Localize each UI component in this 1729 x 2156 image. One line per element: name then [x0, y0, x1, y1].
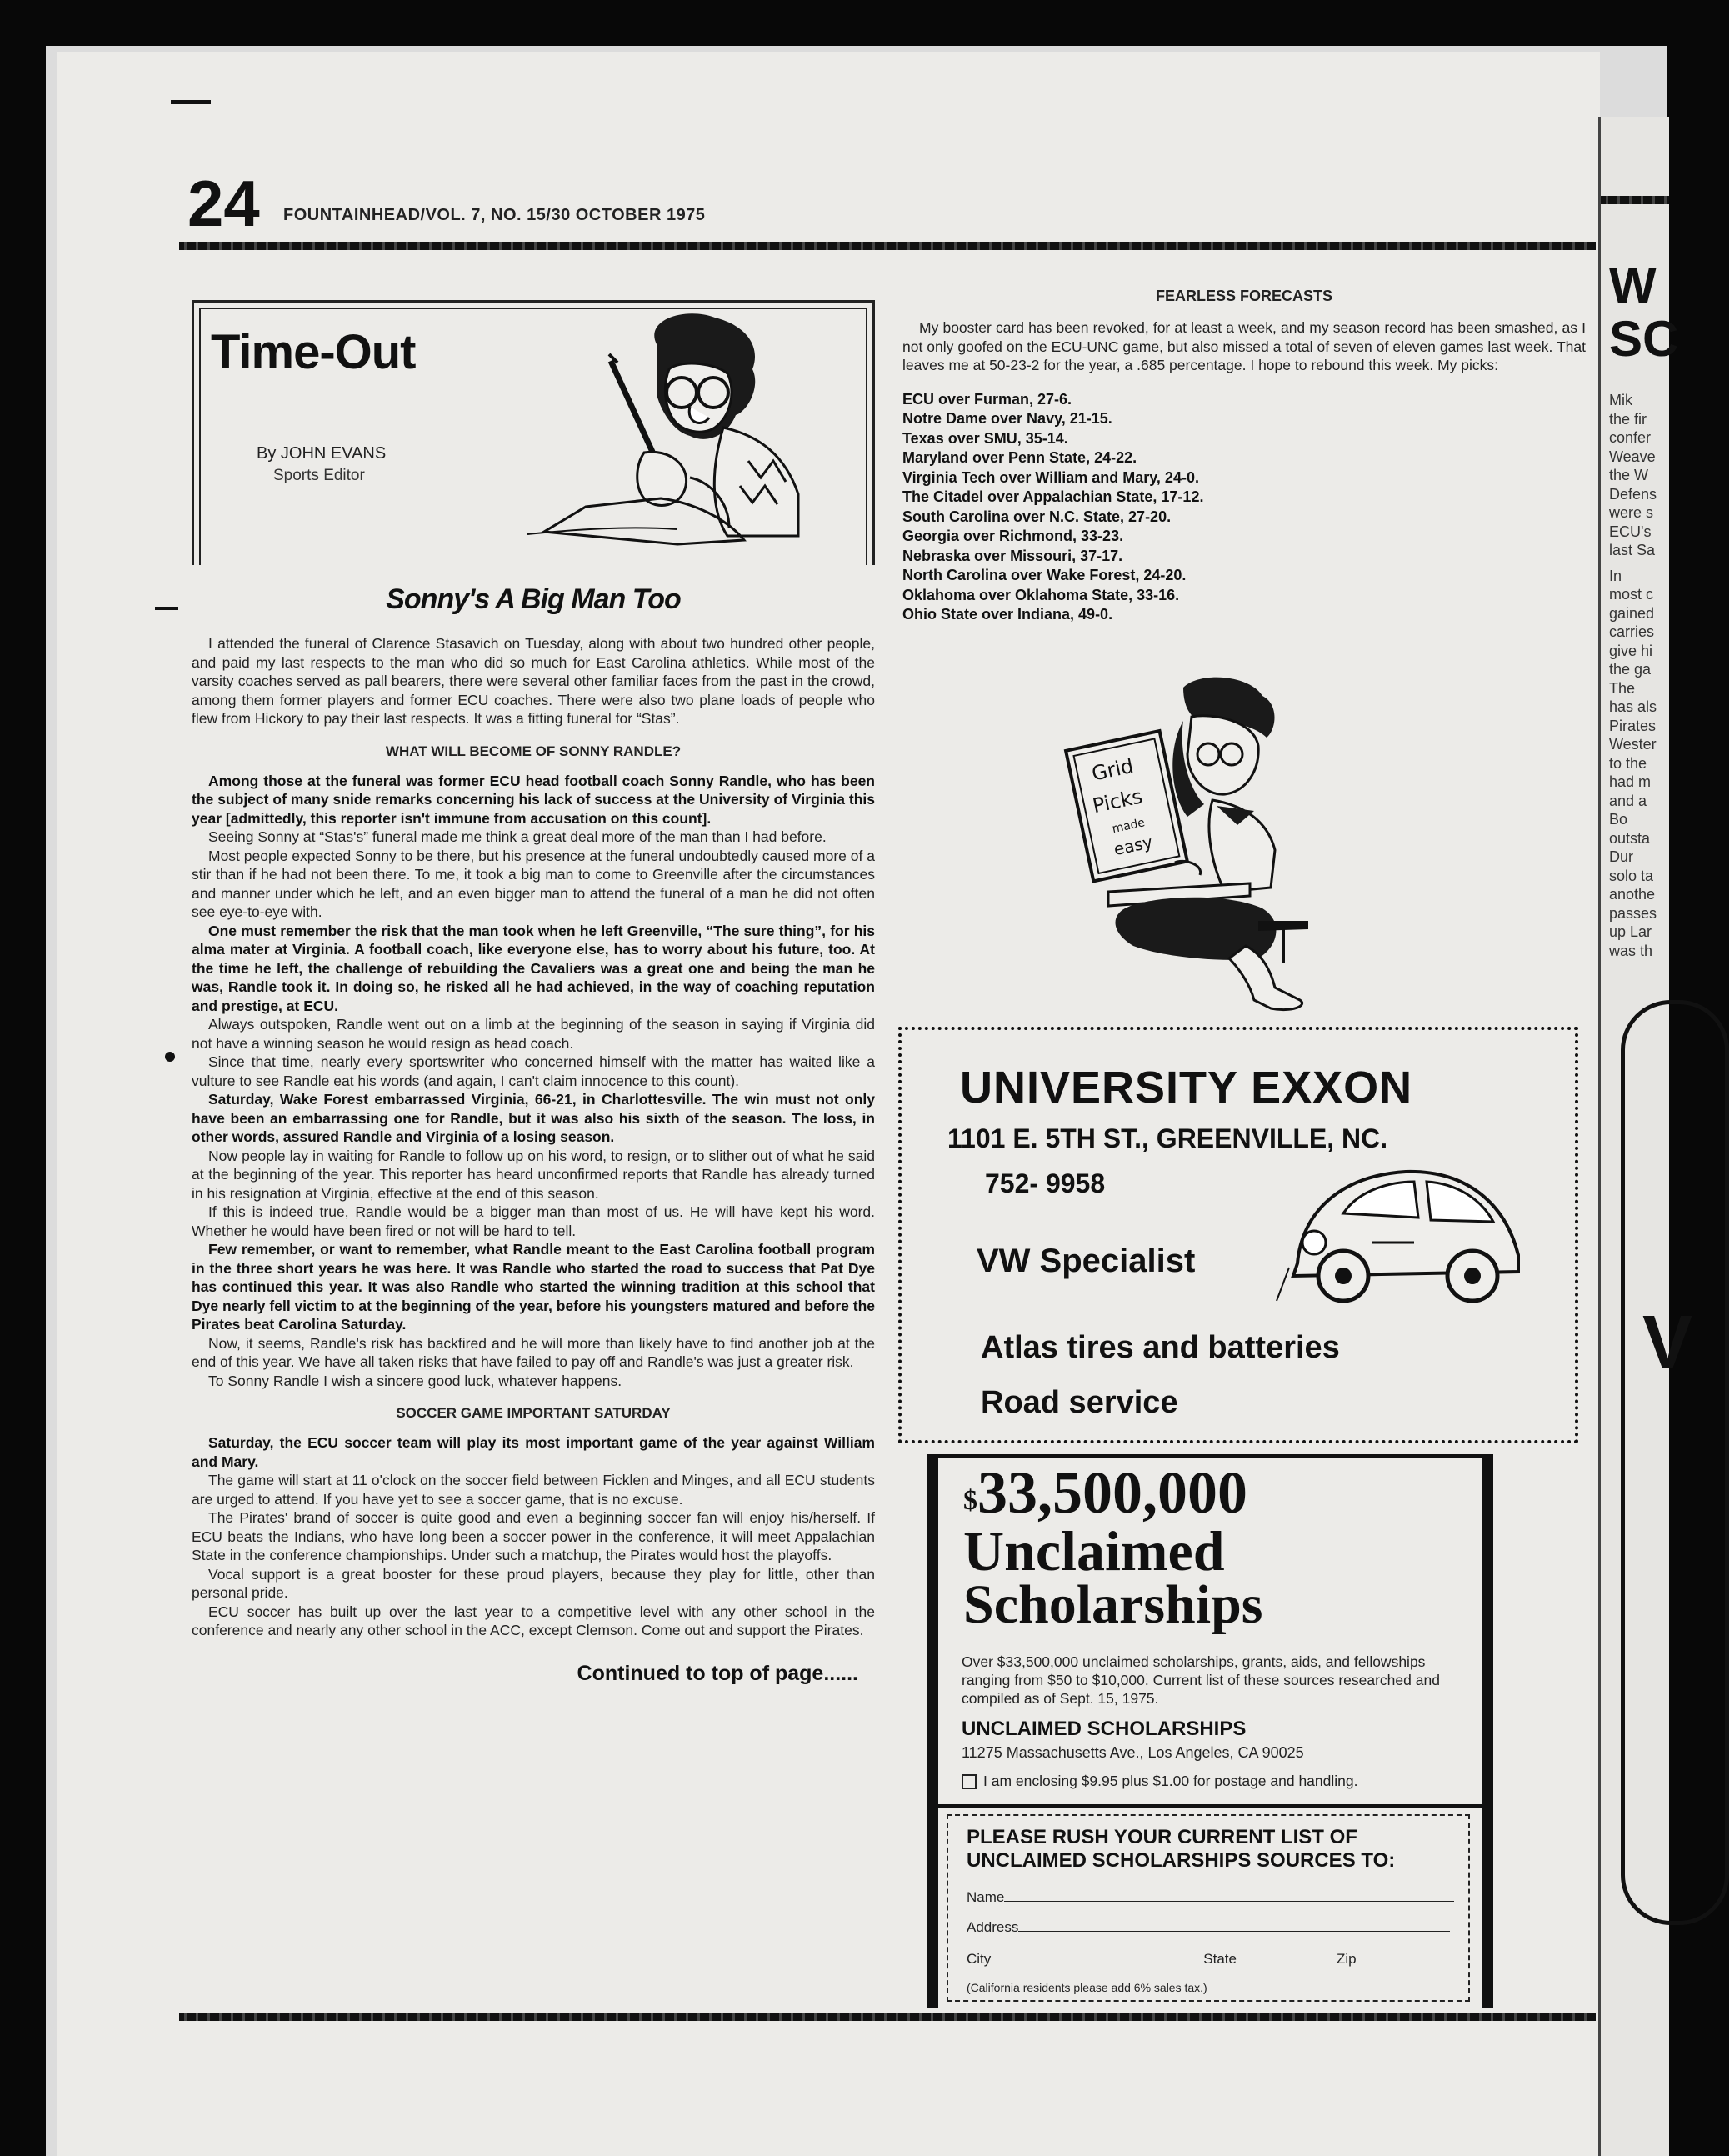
- adjacent-ad-letter: V: [1642, 1301, 1693, 1384]
- adjacent-text-line: were s: [1609, 504, 1654, 521]
- exxon-service-road: Road service: [981, 1385, 1178, 1420]
- pick-item: Texas over SMU, 35-14.: [902, 429, 1068, 447]
- article-paragraph: Now people lay in waiting for Randle to follow up on his word, to resign, or to slither out of what he said at the beginning of the year. This reporter has heard unconfirmed reports that Randle has already turned in his resignation at Virginia, effective at the end of this season.: [192, 1147, 875, 1202]
- enclosing-option: [962, 1773, 1358, 1790]
- section-randle-body: [192, 772, 875, 1391]
- address-row: [967, 1919, 1450, 1936]
- print-mark: [171, 100, 211, 104]
- article-paragraph: The game will start at 11 o'clock on the soccer field between Ficklen and Minges, and all ECU students are urged to attend. If you have yet to see a soccer game, that is no excuse.: [192, 1472, 875, 1508]
- adjacent-text-line: solo ta: [1609, 867, 1654, 884]
- picks-list: [902, 390, 1586, 625]
- pick-item: Georgia over Richmond, 33-23.: [902, 528, 1124, 544]
- pick-item: Maryland over Penn State, 24-22.: [902, 449, 1137, 466]
- adjacent-ad-border: [1621, 1000, 1729, 1925]
- exxon-name: UNIVERSITY EXXON: [960, 1063, 1413, 1113]
- tax-note: (California residents please add 6% sales tax.): [967, 1981, 1207, 1994]
- ad-headline-scholarships: Scholarships: [963, 1574, 1263, 1635]
- print-mark: [155, 607, 178, 610]
- adjacent-text-line: Weave: [1609, 448, 1656, 465]
- coupon-title-line-1: PLEASE RUSH YOUR CURRENT LIST OF: [967, 1826, 1357, 1848]
- city-label: City: [967, 1951, 992, 1967]
- page-number: 24: [187, 167, 260, 240]
- article-paragraph: Saturday, Wake Forest embarrassed Virginia, 66-21, in Charlottesville. The win must not only have been an embarrassing one for Randle, but it was also his sixth of the season. The loss, in other words, assured Randle and Virginia of a losing season.: [192, 1091, 875, 1145]
- order-coupon: [947, 1814, 1470, 2002]
- address-label: Address: [967, 1919, 1019, 1935]
- adjacent-text-line: the W: [1609, 467, 1649, 483]
- ad-org-name: UNCLAIMED SCHOLARSHIPS: [962, 1718, 1247, 1740]
- exxon-specialty: VW Specialist: [977, 1243, 1196, 1279]
- book-word-3: made: [1111, 816, 1147, 837]
- address-field[interactable]: [1018, 1919, 1450, 1932]
- enclosing-label: I am enclosing $9.95 plus $1.00 for postage and handling.: [983, 1773, 1358, 1789]
- adjacent-text-line: the ga: [1609, 661, 1652, 678]
- article-intro: I attended the funeral of Clarence Stasavich on Tuesday, along with about two hundred other people, and paid my last respects to the man who did so much for East Carolina athletics. While most of the varsity coaches served as pall bearers, there were several other familiar faces from the past in the crowd, among them former players and former ECU coaches. There were also two plane loads of people who flew from Hickory to pay their last respects. It was a fitting funeral for “Stas”.: [192, 635, 875, 727]
- name-row: [967, 1889, 1454, 1906]
- continued-note: Continued to top of page......: [577, 1661, 858, 1685]
- adjacent-text-line: Wester: [1609, 736, 1657, 753]
- state-label: State: [1203, 1951, 1237, 1967]
- section-soccer-body: [192, 1433, 875, 1640]
- coupon-title: [967, 1826, 1395, 1873]
- adjacent-text-line: In: [1609, 567, 1622, 584]
- article-paragraph: Few remember, or want to remember, what Randle meant to the East Carolina football program in the three short years he was here. It was Randle who started the road to success that Pat Dye has continued this year. It was also Randle who started the winning tradition at this school that Dye nearly fell victim to at the beginning of the year, before his youngsters matured and before the Pirates beat Carolina Saturday.: [192, 1241, 875, 1333]
- book-word-4: easy: [1112, 831, 1155, 860]
- ad-headline-unclaimed: Unclaimed: [963, 1519, 1225, 1583]
- exxon-phone: 752- 9958: [985, 1168, 1106, 1198]
- header-rule: [179, 242, 1596, 250]
- article-paragraph: Saturday, the ECU soccer team will play its most important game of the year against William and Mary.: [192, 1434, 875, 1470]
- book-word-1: Grid: [1089, 753, 1136, 786]
- zip-label: Zip: [1336, 1951, 1357, 1967]
- name-label: Name: [967, 1889, 1005, 1905]
- adjacent-text-line: the fir: [1609, 410, 1647, 428]
- city-field[interactable]: [991, 1951, 1203, 1963]
- adjacent-text-line: Defens: [1609, 485, 1657, 503]
- pick-item: Nebraska over Missouri, 37-17.: [902, 547, 1123, 564]
- university-exxon-ad: [898, 1027, 1578, 1443]
- exxon-address: 1101 E. 5TH ST., GREENVILLE, NC.: [947, 1123, 1388, 1153]
- amount-value: 33,500,000: [977, 1459, 1247, 1526]
- section-heading-soccer: SOCCER GAME IMPORTANT SATURDAY: [396, 1405, 671, 1421]
- enclosing-checkbox[interactable]: [962, 1774, 977, 1789]
- forecasts-title: FEARLESS FORECASTS: [1155, 288, 1333, 304]
- adjacent-rule: [1601, 196, 1669, 204]
- column-banner: [192, 300, 875, 565]
- adjacent-text-line: confer: [1609, 429, 1652, 446]
- adjacent-text-line: passes: [1609, 904, 1657, 922]
- article-paragraph: Among those at the funeral was former ECU head football coach Sonny Randle, who has been the subject of many snide remarks concerning his lack of success at the University of Virginia this year [admittedly, this reporter isn't immune from accusation on this count].: [192, 772, 875, 827]
- scholarships-ad: [927, 1454, 1493, 2008]
- adjacent-text-line: Pirates: [1609, 717, 1657, 734]
- adjacent-text-line: gained: [1609, 604, 1655, 622]
- pick-item: Notre Dame over Navy, 21-15.: [902, 410, 1112, 427]
- writer-cartoon-illustration: [511, 311, 861, 561]
- ad-org-address: 11275 Massachusetts Ave., Los Angeles, CA 90025: [962, 1744, 1304, 1761]
- article-headline: Sonny's A Big Man Too: [386, 583, 681, 615]
- ad-amount: [963, 1461, 1247, 1524]
- article-paragraph: Always outspoken, Randle went out on a limb at the beginning of the season in saying if Virginia did not have a winning season he would resign as head coach.: [192, 1016, 875, 1052]
- adjacent-text-line: carries: [1609, 623, 1655, 640]
- adjacent-text-line: Bo: [1609, 811, 1628, 828]
- zip-field[interactable]: [1357, 1951, 1415, 1963]
- adjacent-page: [1598, 117, 1693, 2156]
- adjacent-text-line: outsta: [1609, 829, 1651, 847]
- article-paragraph: The Pirates' brand of soccer is quite good and even a beginning soccer fan will enjoy his/herself. If ECU beats the Indians, who have long been a soccer power in the conference, it will meet Appalachian State in the conference championships. Under such a matchup, the Pirates would host the playoffs.: [192, 1509, 875, 1563]
- column-title: Time-Out: [211, 325, 416, 379]
- pick-item: Virginia Tech over William and Mary, 24-0.: [902, 468, 1199, 486]
- article-paragraph: One must remember the risk that the man took when he left Greenville, “The sure thing”, for his alma mater at Virginia. A football coach, like everyone else, has to worry about his future, too. At the time he left, the challenge of rebuilding the Cavaliers was a great one and being the man he was, Randle took it. In doing so, he risked all he had achieved, in the way of coaching reputation and prestige, at ECU.: [192, 922, 875, 1014]
- adjacent-text-line: was th: [1609, 942, 1653, 959]
- footer-rule: [179, 2013, 1596, 2021]
- adjacent-text-line: ECU's: [1609, 523, 1652, 540]
- print-mark: [165, 1052, 175, 1062]
- adjacent-text-line: and a: [1609, 792, 1647, 809]
- adjacent-text-line: anothe: [1609, 886, 1656, 903]
- vw-beetle-illustration: [1281, 1155, 1531, 1313]
- pick-item: The Citadel over Appalachian State, 17-12.: [902, 488, 1204, 505]
- article-paragraph: To Sonny Randle I wish a sincere good luck, whatever happens.: [208, 1372, 622, 1389]
- grid-picks-cartoon-illustration: [1058, 671, 1333, 1021]
- adjacent-text-line: up Lar: [1609, 923, 1652, 940]
- exxon-service-tires: Atlas tires and batteries: [981, 1330, 1340, 1365]
- pick-item: South Carolina over N.C. State, 27-20.: [902, 508, 1172, 525]
- city-row: [967, 1951, 1415, 1968]
- folio-line: FOUNTAINHEAD/VOL. 7, NO. 15/30 OCTOBER 1975: [283, 206, 706, 224]
- article-paragraph: Most people expected Sonny to be there, but his presence at the funeral undoubtedly caused more of a stir than if he had not been there. To me, it took a big man to come to Greenville after the circumstances and manner under which he left, and an even bigger man to attend the funeral of a man he did not often see eye-to-eye with.: [192, 847, 875, 920]
- dollar-sign: $: [963, 1485, 977, 1516]
- adjacent-text-line: give hi: [1609, 642, 1653, 659]
- article-paragraph: ECU soccer has built up over the last year to a competitive level with any other school in the conference and nearly any other school in the ACC, except Clemson. Come out and support the Pirates.: [192, 1603, 875, 1638]
- ad-top-border: [938, 1454, 1482, 1458]
- adjacent-headline-1: W: [1609, 258, 1657, 313]
- article-paragraph: If this is indeed true, Randle would be a bigger man than most of us. He will have kept his word. Whether he would have been fired or not will be hard to tell.: [192, 1203, 875, 1239]
- page-header: [187, 167, 1604, 240]
- adjacent-text-line: last Sa: [1609, 542, 1656, 558]
- ad-body: Over $33,500,000 unclaimed scholarships, grants, aids, and fellowships ranging from $50 to $10,000. Current list of these sources researched and compiled as of Sept. 15, 1975.: [962, 1653, 1440, 1707]
- state-field[interactable]: [1237, 1951, 1337, 1963]
- article-paragraph: Since that time, nearly every sportswriter who concerned himself with the matter has waited like a vulture to see Randle eat his words (and again, I can't claim innocence to this count).: [192, 1053, 875, 1089]
- adjacent-text-line: The: [1609, 679, 1636, 697]
- pick-item: North Carolina over Wake Forest, 24-20.: [902, 567, 1187, 583]
- adjacent-headline-2: SC: [1609, 311, 1679, 367]
- coupon-title-line-2: UNCLAIMED SCHOLARSHIPS SOURCES TO:: [967, 1849, 1396, 1872]
- adjacent-text-line: Dur: [1609, 848, 1634, 865]
- pick-item: Oklahoma over Oklahoma State, 33-16.: [902, 586, 1180, 603]
- adjacent-text-line: has als: [1609, 698, 1657, 715]
- forecasts-intro: My booster card has been revoked, for at least a week, and my season record has been smashed, as I not only goofed on the ECU-UNC game, but also missed a total of seven of eleven games last week. That leaves me at 50-23-2 for the year, a .685 percentage. I hope to rebound this week. My picks:: [902, 319, 1586, 373]
- adjacent-text-line: to the: [1609, 754, 1647, 772]
- pick-item: Ohio State over Indiana, 49-0.: [902, 606, 1113, 623]
- book-word-2: Picks: [1090, 784, 1145, 818]
- article-paragraph: Seeing Sonny at “Stas's” funeral made me think a great deal more of the man than I had before.: [208, 828, 827, 845]
- section-heading-randle: WHAT WILL BECOME OF SONNY RANDLE?: [385, 743, 682, 759]
- fearless-forecasts: [902, 288, 1586, 625]
- byline: By JOHN EVANS: [257, 444, 387, 463]
- pick-item: ECU over Furman, 27-6.: [902, 390, 1072, 408]
- coupon-divider: [938, 1804, 1482, 1808]
- adjacent-text-line: had m: [1609, 773, 1652, 790]
- article-paragraph: Now, it seems, Randle's risk has backfired and he will more than likely have to find another job at the end of this year. We have all taken risks that have failed to pay off and Randle's was just a greater risk.: [192, 1334, 875, 1370]
- article-paragraph: Vocal support is a great booster for these proud players, because they play for little, other than personal pride.: [192, 1565, 875, 1601]
- name-field[interactable]: [1004, 1889, 1454, 1902]
- time-out-column: [192, 300, 875, 1686]
- adjacent-text-line: Mik: [1609, 392, 1632, 408]
- adjacent-text-line: most c: [1609, 586, 1654, 603]
- byline-role: Sports Editor: [273, 467, 365, 484]
